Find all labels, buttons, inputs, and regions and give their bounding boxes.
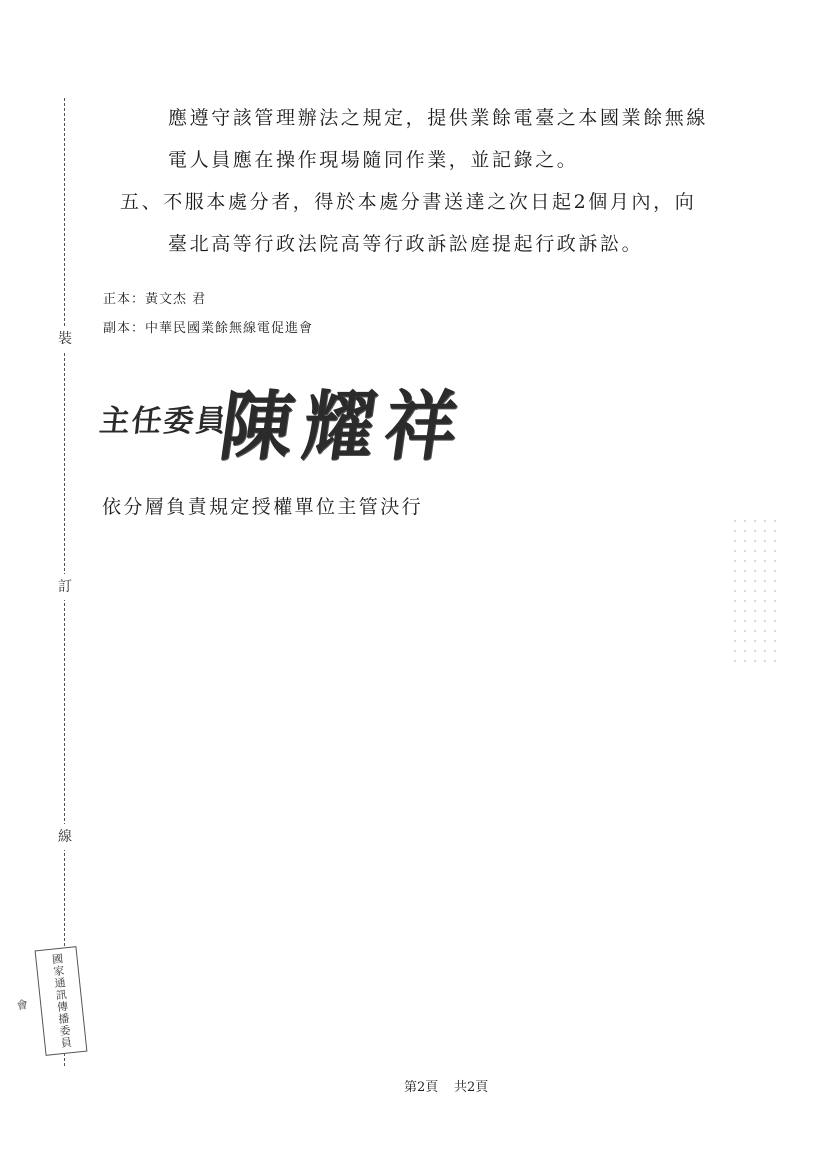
signature-name: 陳耀祥 (214, 381, 474, 471)
signature-title: 主任委員 (97, 404, 230, 439)
signature-block (97, 368, 520, 478)
page-total: 共2頁 (454, 1080, 489, 1095)
binding-char-xian: 線 (54, 824, 76, 850)
body-line-1: 應遵守該管理辦法之規定，提供業餘電臺之本國業餘無線 (168, 107, 709, 129)
binding-char-ding: 訂 (54, 574, 76, 600)
item-5-line-2: 臺北高等行政法院高等行政訴訟庭提起行政訴訟。 (168, 233, 644, 255)
recipient-original: 正本：黃文杰 君 (103, 292, 207, 307)
page-number: 第2頁 (404, 1080, 439, 1095)
body-line-2: 電人員應在操作現場隨同作業，並記錄之。 (168, 149, 579, 171)
recipient-copy: 副本：中華民國業餘無線電促進會 (103, 321, 314, 336)
item-5-line-1: 五、不服本處分者，得於本處分書送達之次日起2個月內，向 (120, 191, 697, 213)
seal-stamp: 國家通訊傳播委員會 (35, 946, 88, 1056)
binding-char-zhuang: 裝 (54, 326, 76, 352)
perforation-marks (730, 516, 780, 664)
delegation-note: 依分層負責規定授權單位主管決行 (102, 496, 424, 518)
